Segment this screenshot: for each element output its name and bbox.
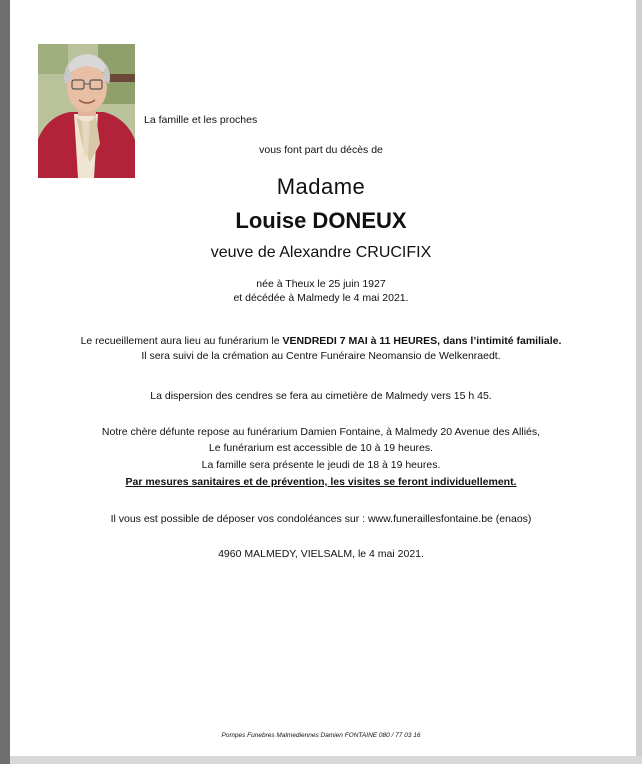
gathering-date: VENDREDI 7 MAI à 11 HEURES, dans l’intimité familiale. xyxy=(282,335,562,347)
condolences-text: Il vous est possible de déposer vos condoléances sur : www.funeraillesfontaine.be (enaos) xyxy=(110,513,532,525)
death-text: et décédée à Malmedy le 4 mai 2021. xyxy=(233,292,409,304)
birth-text: née à Theux le 25 juin 1927 xyxy=(256,278,386,290)
gathering-prefix: Le recueillement aura lieu au funérarium le xyxy=(80,335,283,347)
place-date-text: 4960 MALMEDY, VIELSALM, le 4 mai 2021. xyxy=(218,548,424,560)
footer-text: Pompes Funebres Malmediennes Damien FONTAINE 080 / 77 03 16 xyxy=(221,732,421,739)
family-presence-text: La famille sera présente le jeudi de 18 à 19 heures. xyxy=(201,459,441,471)
deceased-name: Louise DONEUX xyxy=(235,208,407,233)
cremation-text: Il sera suivi de la crémation au Centre Funéraire Neomansio de Welkenraedt. xyxy=(141,350,501,362)
funerarium-hours-text: Le funérarium est accessible de 10 à 19 heures. xyxy=(208,442,434,454)
page-frame-bottom xyxy=(10,756,642,764)
honorific: Madame xyxy=(276,174,366,199)
gathering-text xyxy=(0,335,642,347)
page-frame-right xyxy=(636,0,642,764)
page-frame-left xyxy=(0,0,10,764)
widow-of-text: veuve de Alexandre CRUCIFIX xyxy=(210,244,432,261)
intro-family-text: La famille et les proches xyxy=(144,114,258,126)
intro-announce-text: vous font part du décès de xyxy=(259,144,383,156)
dispersion-text: La dispersion des cendres se fera au cimetière de Malmedy vers 15 h 45. xyxy=(150,390,492,402)
portrait-photo xyxy=(38,44,135,178)
rest-location-text: Notre chère défunte repose au funérarium Damien Fontaine, à Malmedy 20 Avenue des Alliés, xyxy=(101,426,541,438)
sanitary-notice-text: Par mesures sanitaires et de prévention, les visites se feront individuellement. xyxy=(125,476,517,488)
